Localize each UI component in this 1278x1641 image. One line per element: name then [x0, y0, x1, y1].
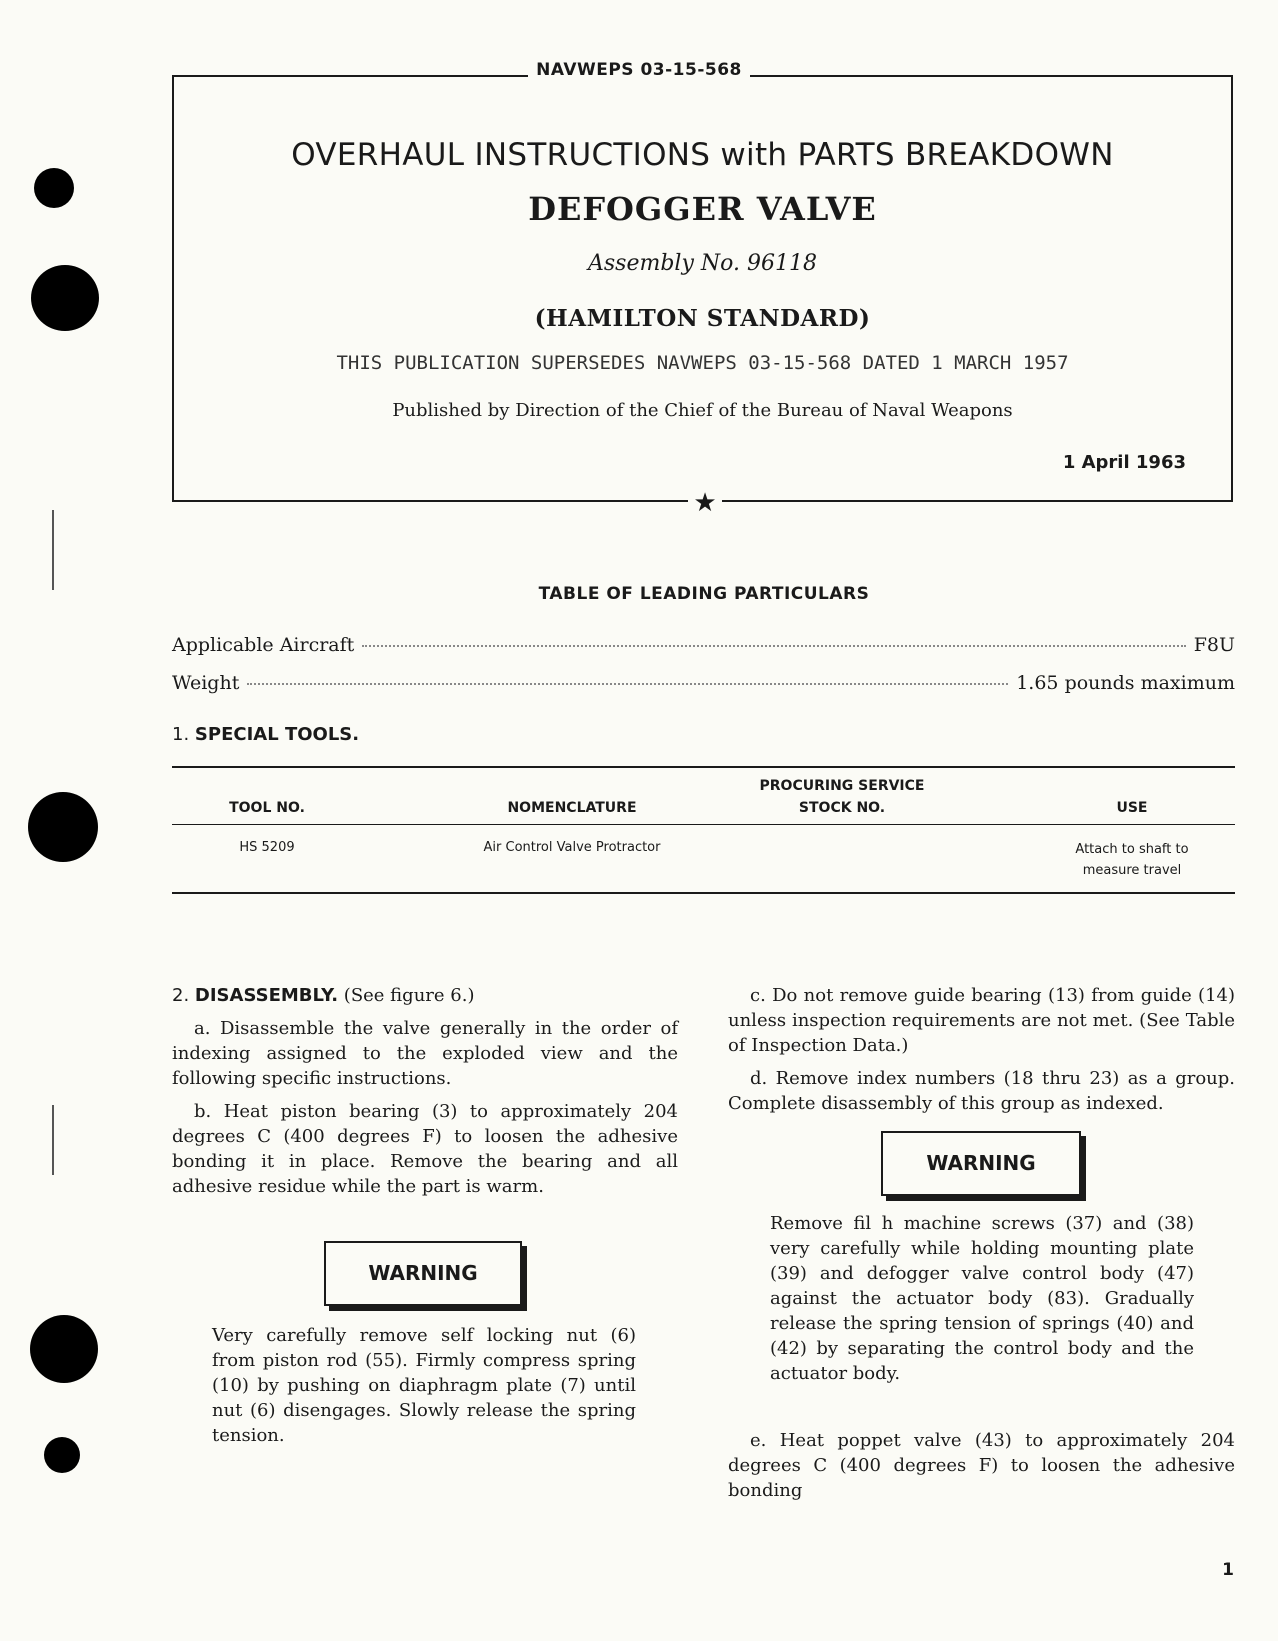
special-tools-heading — [172, 724, 359, 745]
disassembly-heading — [172, 983, 678, 1008]
cell-use-2: measure travel — [1082, 863, 1182, 878]
paragraph-e: e. Heat poppet valve (43) to approximately 204 degrees C (400 degrees F) to loosen the adhesive bonding — [728, 1430, 1235, 1501]
particular-row-weight — [172, 672, 1235, 694]
col-header-nomenclature: NOMENCLATURE — [507, 800, 637, 816]
cell-nomenclature: Air Control Valve Protractor — [483, 840, 661, 855]
warning-label: WARNING — [926, 1151, 1036, 1175]
table-header-rule — [172, 824, 1235, 825]
supersedes-note: THIS PUBLICATION SUPERSEDES NAVWEPS 03-15-568 DATED 1 MARCH 1957 — [336, 352, 1069, 374]
punch-hole — [31, 265, 99, 331]
particular-value: 1.65 pounds maximum — [1016, 672, 1235, 694]
dot-leader — [247, 683, 1008, 685]
main-title: OVERHAUL INSTRUCTIONS with PARTS BREAKDOWN — [291, 137, 1114, 173]
binding-mark — [52, 1105, 54, 1175]
section-title: SPECIAL TOOLS. — [194, 724, 360, 745]
punch-hole — [28, 792, 98, 862]
right-column — [728, 983, 1235, 1124]
particular-label: Applicable Aircraft — [172, 634, 355, 656]
star-icon: ★ — [688, 488, 722, 518]
col-header-procuring-2: STOCK NO. — [798, 800, 886, 816]
subtitle: DEFOGGER VALVE — [528, 190, 877, 228]
paragraph-c: c. Do not remove guide bearing (13) from guide (14) unless inspection requirements are not met. (See Table of Inspection Data.) — [728, 985, 1235, 1056]
particular-row-aircraft — [172, 634, 1235, 656]
table-bottom-rule — [172, 892, 1235, 894]
published-by: Published by Direction of the Chief of the Bureau of Naval Weapons — [392, 400, 1013, 421]
publication-date: 1 April 1963 — [1062, 452, 1186, 473]
section-number: 1. — [172, 724, 190, 745]
left-column — [172, 983, 678, 1207]
punch-hole — [34, 168, 74, 208]
warning-label: WARNING — [368, 1261, 478, 1285]
figure-reference: (See figure 6.) — [343, 985, 475, 1006]
particular-value: F8U — [1193, 634, 1235, 656]
page-number: 1 — [1222, 1560, 1234, 1580]
paragraph-a: a. Disassemble the valve generally in the order of indexing assigned to the exploded view and the following specific instructions. — [172, 1018, 678, 1089]
binding-mark — [52, 510, 54, 590]
section-number: 2. — [172, 985, 190, 1006]
warning-text-2: Remove fil h machine screws (37) and (38) very carefully while holding mounting plate (39) and defogger valve control body (47) against the actuator body (83). Gradually release the spring tension of springs (40) and (42) by separating the control body and the actuator body. — [770, 1213, 1194, 1384]
col-header-use: USE — [1116, 800, 1148, 816]
section-title: DISASSEMBLY. — [194, 985, 339, 1006]
table-top-rule — [172, 766, 1235, 768]
col-header-procuring-1: PROCURING SERVICE — [759, 778, 925, 794]
warning-box-1 — [324, 1241, 522, 1306]
dot-leader — [362, 645, 1185, 647]
cell-use-1: Attach to shaft to — [1075, 842, 1189, 857]
paragraph-b: b. Heat piston bearing (3) to approximately 204 degrees C (400 degrees F) to loosen the adhesive bonding it in place. Remove the bearing and all adhesive residue while the part is warm. — [172, 1101, 678, 1197]
paragraph-d: d. Remove index numbers (18 thru 23) as a group. Complete disassembly of this group as indexed. — [728, 1068, 1235, 1114]
right-column-continued — [728, 1428, 1235, 1511]
leading-particulars-heading: TABLE OF LEADING PARTICULARS — [538, 584, 870, 604]
particular-label: Weight — [172, 672, 240, 694]
document-number: NAVWEPS 03-15-568 — [0, 60, 1278, 80]
punch-hole — [30, 1315, 98, 1383]
punch-hole — [44, 1437, 80, 1473]
warning-text-1: Very carefully remove self locking nut (6) from piston rod (55). Firmly compress spring (10) by pushing on diaphragm plate (7) until nut (6) disengages. Slowly release the spring tension. — [212, 1325, 636, 1446]
warning-box-2 — [881, 1131, 1081, 1196]
manufacturer: (HAMILTON STANDARD) — [534, 305, 871, 332]
cell-tool-no: HS 5209 — [239, 840, 295, 855]
assembly-number: Assembly No. 96118 — [588, 251, 817, 276]
col-header-tool-no: TOOL NO. — [229, 800, 305, 816]
